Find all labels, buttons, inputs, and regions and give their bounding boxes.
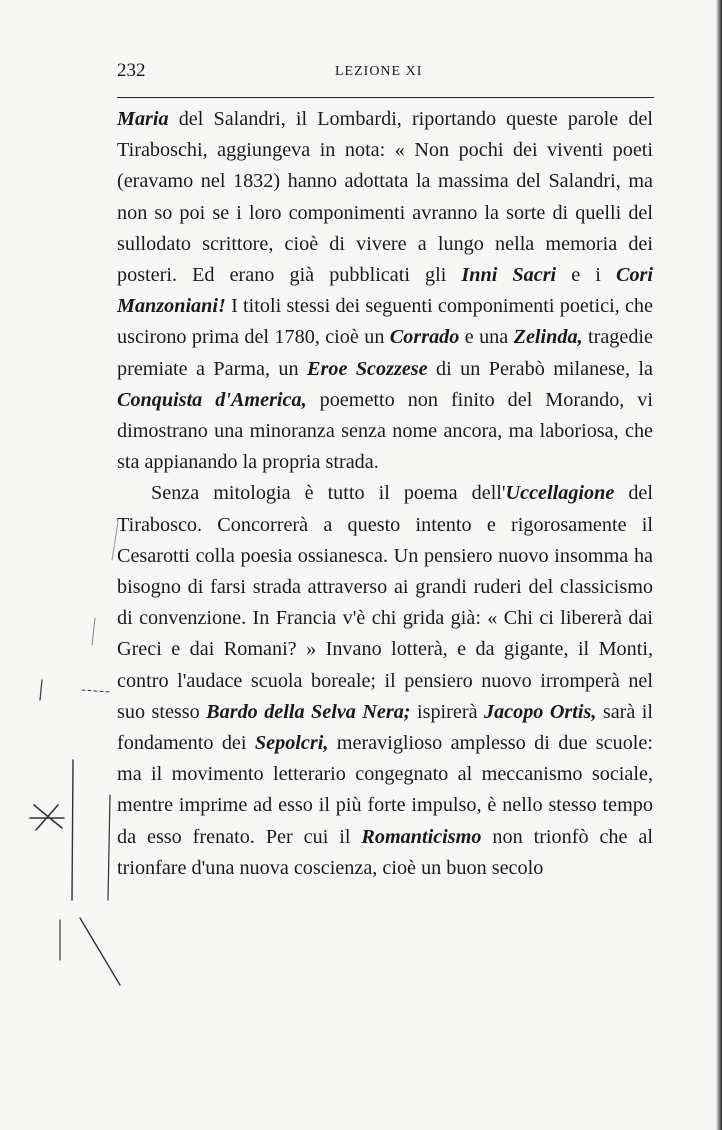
italic-uccellagione: Uccellagione	[505, 482, 615, 505]
page-header	[117, 60, 657, 90]
text-run: ispirerà	[410, 700, 484, 723]
italic-cori-manzoniani: Cori Manzoniani!	[117, 264, 654, 318]
handwritten-pencil-marks	[0, 0, 130, 1130]
text-run: tragedie premiate a Parma, un	[117, 326, 653, 380]
text-run: non trionfò che al trionfare d'una nuova coscienza, cioè un buon secolo	[117, 825, 653, 879]
italic-corrado: Corrado	[389, 326, 460, 349]
margin-annotations	[0, 0, 130, 1130]
text-run: poemetto non finito del Morando, vi dimostrano una minoranza senza nome ancora, ma laboriosa, che sta appianando la propria strada.	[117, 388, 653, 474]
italic-sepolcri: Sepolcri,	[254, 732, 329, 755]
header-rule	[117, 97, 654, 98]
paragraph-2	[117, 478, 653, 884]
text-run: I titoli stessi dei seguenti componimenti poetici, che uscirono prima del 1780, cioè un	[117, 295, 653, 349]
italic-bardo-selva-nera: Bardo della Selva Nera;	[206, 700, 411, 723]
running-head: LEZIONE XI	[335, 64, 423, 79]
text-run: sarà il fondamento dei	[117, 700, 654, 755]
text-run: del Tirabosco. Concorrerà a questo intento e rigorosamente il Cesarotti colla poesia ossianesca. Un pensiero nuovo insomma ha bisogno di farsi strada attraverso ai grandi ruderi del classicismo di convenzione. In Francia v'è chi grida già: « Chi ci libererà dai Greci e dai Romani? » Invano lotterà, e da gigante, il Monti, contro l'audace scuola boreale; il pensiero nuovo irromperà nel suo stesso	[117, 482, 653, 723]
page-number: 232	[117, 60, 146, 81]
text-run: Senza mitologia è tutto il poema dell'	[151, 482, 506, 505]
italic-conquista-america: Conquista d'America,	[117, 388, 307, 411]
italic-inni-sacri: Inni Sacri	[461, 264, 557, 287]
italic-eroe-scozzese: Eroe Scozzese	[307, 357, 428, 380]
text-run: di un Perabò milanese, la	[427, 357, 653, 380]
text-run: e una	[459, 326, 514, 349]
text-run: meraviglioso amplesso di due scuole: ma il movimento letterario congegnato al meccanismo sociale, mentre imprime ad esso il più forte impulso, è nello stesso tempo da esso frenato. Per cui il	[117, 732, 653, 848]
italic-romanticismo: Romanticismo	[361, 825, 482, 848]
text-run: e i	[556, 264, 616, 287]
italic-maria: Maria	[117, 108, 169, 130]
paragraph-1	[117, 104, 653, 478]
page-edge-shadow	[716, 0, 722, 1130]
italic-zelinda: Zelinda,	[513, 326, 583, 349]
body-text	[117, 104, 653, 884]
text-run: del Salandri, il Lombardi, riportando queste parole del Tiraboschi, aggiungeva in nota: « Non pochi dei viventi poeti (eravamo nel 1832) hanno adottata la massima del Salandri, ma non so poi se i loro componimenti avranno la sorte di quelli del sullodato scrittore, cioè di vivere a lungo nella memoria dei posteri. Ed erano già pubblicati gli	[117, 108, 653, 287]
italic-jacopo-ortis: Jacopo Ortis,	[483, 700, 597, 723]
